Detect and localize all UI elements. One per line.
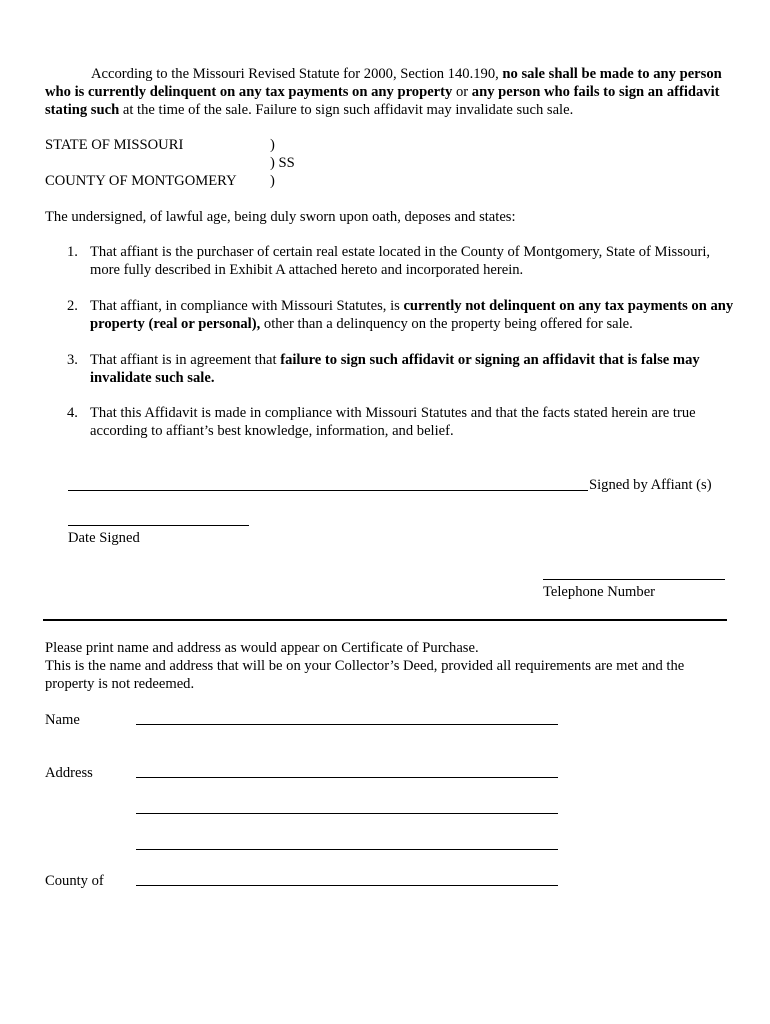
county-field-line[interactable]	[136, 885, 558, 886]
telephone-label: Telephone Number	[543, 584, 656, 600]
item-text-bold: currently not delinquent on any tax payments on any property (real or personal),	[90, 298, 734, 333]
section-divider	[43, 619, 727, 621]
affiant-signature-line[interactable]	[68, 490, 588, 491]
address-label: Address	[45, 765, 93, 781]
intro-mid: or	[452, 84, 472, 101]
date-signed-label: Date Signed	[68, 530, 140, 546]
item-text-pre: That affiant is in agreement that	[90, 352, 281, 368]
oath-statement: The undersigned, of lawful age, being duly sworn upon oath, deposes and states:	[45, 209, 516, 225]
county-label: County of	[45, 873, 104, 889]
item-text: That this Affidavit is made in compliance with Missouri Statutes and that the facts stated herein are true according to affiant’s best knowledge, information, and belief.	[90, 405, 696, 440]
item-number: 4.	[67, 405, 78, 421]
item-number: 3.	[67, 352, 78, 368]
affiant-signature-label: Signed by Affiant (s)	[589, 477, 712, 493]
name-label: Name	[45, 712, 80, 728]
intro-tail: at the time of the sale. Failure to sign such affidavit may invalidate such sale.	[119, 102, 574, 119]
intro-bold-1: no sale shall be made to any person who is currently delinquent on any tax payments on any property	[45, 66, 722, 101]
address-field-line-3[interactable]	[136, 849, 558, 850]
purchase-instruction-2: This is the name and address that will be on your Collector’s Deed, provided all requirements are met and the property is not redeemed.	[45, 658, 685, 693]
item-number: 1.	[67, 244, 78, 260]
venue-paren-1: )	[270, 137, 275, 153]
intro-lead: According to the Missouri Revised Statute for 2000, Section 140.190,	[91, 66, 503, 82]
item-text-post: other than a delinquency on the property being offered for sale.	[260, 316, 633, 333]
address-field-line-2[interactable]	[136, 813, 558, 814]
venue-paren-ss: ) SS	[270, 155, 295, 171]
telephone-line[interactable]	[543, 579, 725, 580]
date-signed-line[interactable]	[68, 525, 249, 526]
item-text-pre: That affiant, in compliance with Missouri Statutes, is	[90, 298, 404, 314]
intro-bold-2: any person who fails to sign an affidavit stating such	[45, 84, 720, 119]
address-field-line-1[interactable]	[136, 777, 558, 778]
intro-paragraph	[45, 65, 735, 120]
item-text	[90, 351, 735, 387]
item-number: 2.	[67, 298, 78, 314]
venue-paren-3: )	[270, 173, 275, 189]
purchase-instruction-1: Please print name and address as would appear on Certificate of Purchase.	[45, 640, 479, 656]
venue-county: COUNTY OF MONTGOMERY	[45, 173, 237, 189]
item-text: That affiant is the purchaser of certain real estate located in the County of Montgomery, State of Missouri, more fully described in Exhibit A attached hereto and incorporated herein.	[90, 244, 711, 279]
name-field-line[interactable]	[136, 724, 558, 725]
item-text	[90, 297, 735, 333]
item-text-bold: failure to sign such affidavit or signing an affidavit that is false may invalidate such sale.	[90, 352, 700, 387]
venue-state: STATE OF MISSOURI	[45, 137, 184, 153]
